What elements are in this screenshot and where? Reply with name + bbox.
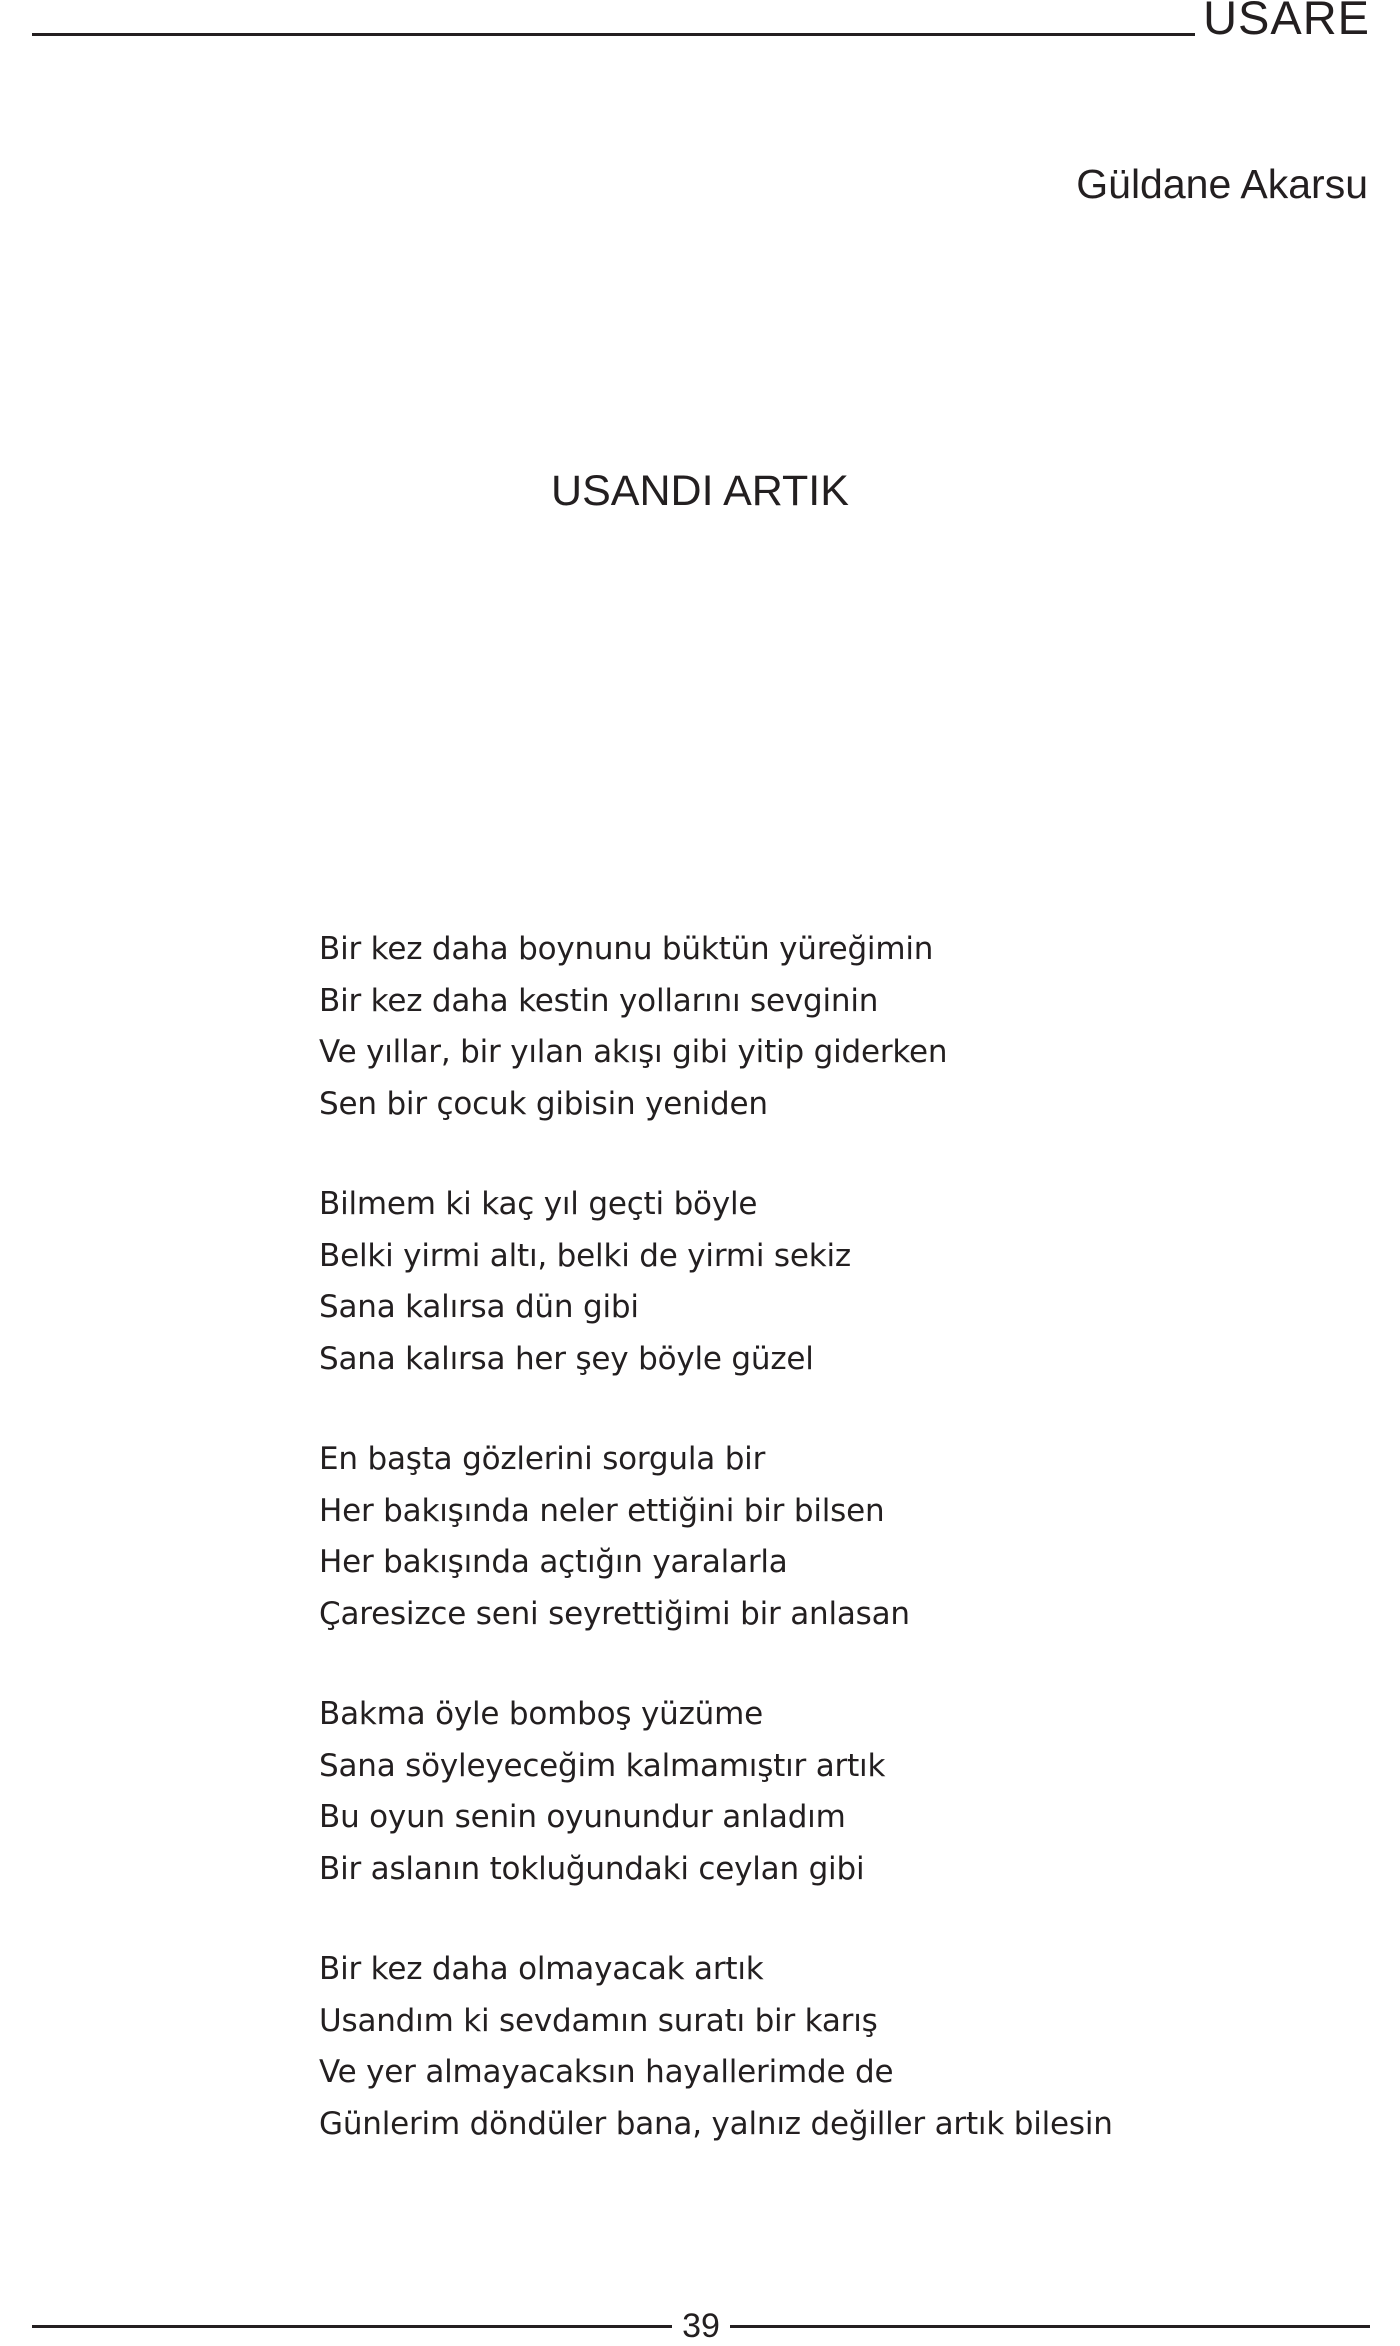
poem-line: Bir kez daha boynunu büktün yüreğimin [319, 931, 934, 967]
stanza-2 [319, 1179, 1113, 1385]
poem-line: Bir kez daha olmayacak artık [319, 1951, 764, 1987]
footer-rule-left [32, 2325, 672, 2328]
poem-line: Her bakışında açtığın yaralarla [319, 1544, 788, 1580]
poem-line: Günlerim döndüler bana, yalnız değiller artık bilesin [319, 2105, 1113, 2142]
page-number: 39 [682, 2307, 720, 2345]
poem-title: USANDI ARTIK [551, 467, 849, 515]
poem-line: Bakma öyle bomboş yüzüme [319, 1696, 763, 1732]
poem-line: Usandım ki sevdamın suratı bir karış [319, 2002, 878, 2039]
stanza-3 [319, 1434, 1113, 1640]
poem-line: Belki yirmi altı, belki de yirmi sekiz [319, 1237, 851, 1274]
stanza-4 [319, 1689, 1113, 1895]
stanza-1 [319, 924, 1113, 1130]
header-rule [32, 33, 1195, 36]
poem-line: Ve yıllar, bir yılan akışı gibi yitip giderken [319, 1034, 948, 1070]
page-footer [32, 2306, 1370, 2346]
footer-rule-right [730, 2325, 1370, 2328]
poem-line: Bir kez daha kestin yollarını sevginin [319, 982, 879, 1019]
poem-line: Sana söyleyeceğim kalmamıştır artık [319, 1747, 886, 1784]
poem-line: Her bakışında neler ettiğini bir bilsen [319, 1492, 885, 1529]
poem-line: Ve yer almayacaksın hayallerimde de [319, 2054, 894, 2090]
poem-line: Sana kalırsa her şey böyle güzel [319, 1340, 814, 1377]
poem-line: Bu oyun senin oyunundur anladım [319, 1799, 846, 1835]
poem-line: Bir aslanın tokluğundaki ceylan gibi [319, 1850, 865, 1887]
poem-line: Bilmem ki kaç yıl geçti böyle [319, 1186, 758, 1222]
poem-line: Sen bir çocuk gibisin yeniden [319, 1085, 768, 1122]
stanza-5 [319, 1944, 1113, 2150]
journal-name: USARE [1203, 0, 1370, 44]
poem-line: Sana kalırsa dün gibi [319, 1289, 639, 1325]
author-name: Güldane Akarsu [1076, 161, 1368, 207]
poem-line: En başta gözlerini sorgula bir [319, 1441, 766, 1477]
poem-line: Çaresizce seni seyrettiğimi bir anlasan [319, 1595, 910, 1632]
poem-body [319, 924, 1113, 2199]
